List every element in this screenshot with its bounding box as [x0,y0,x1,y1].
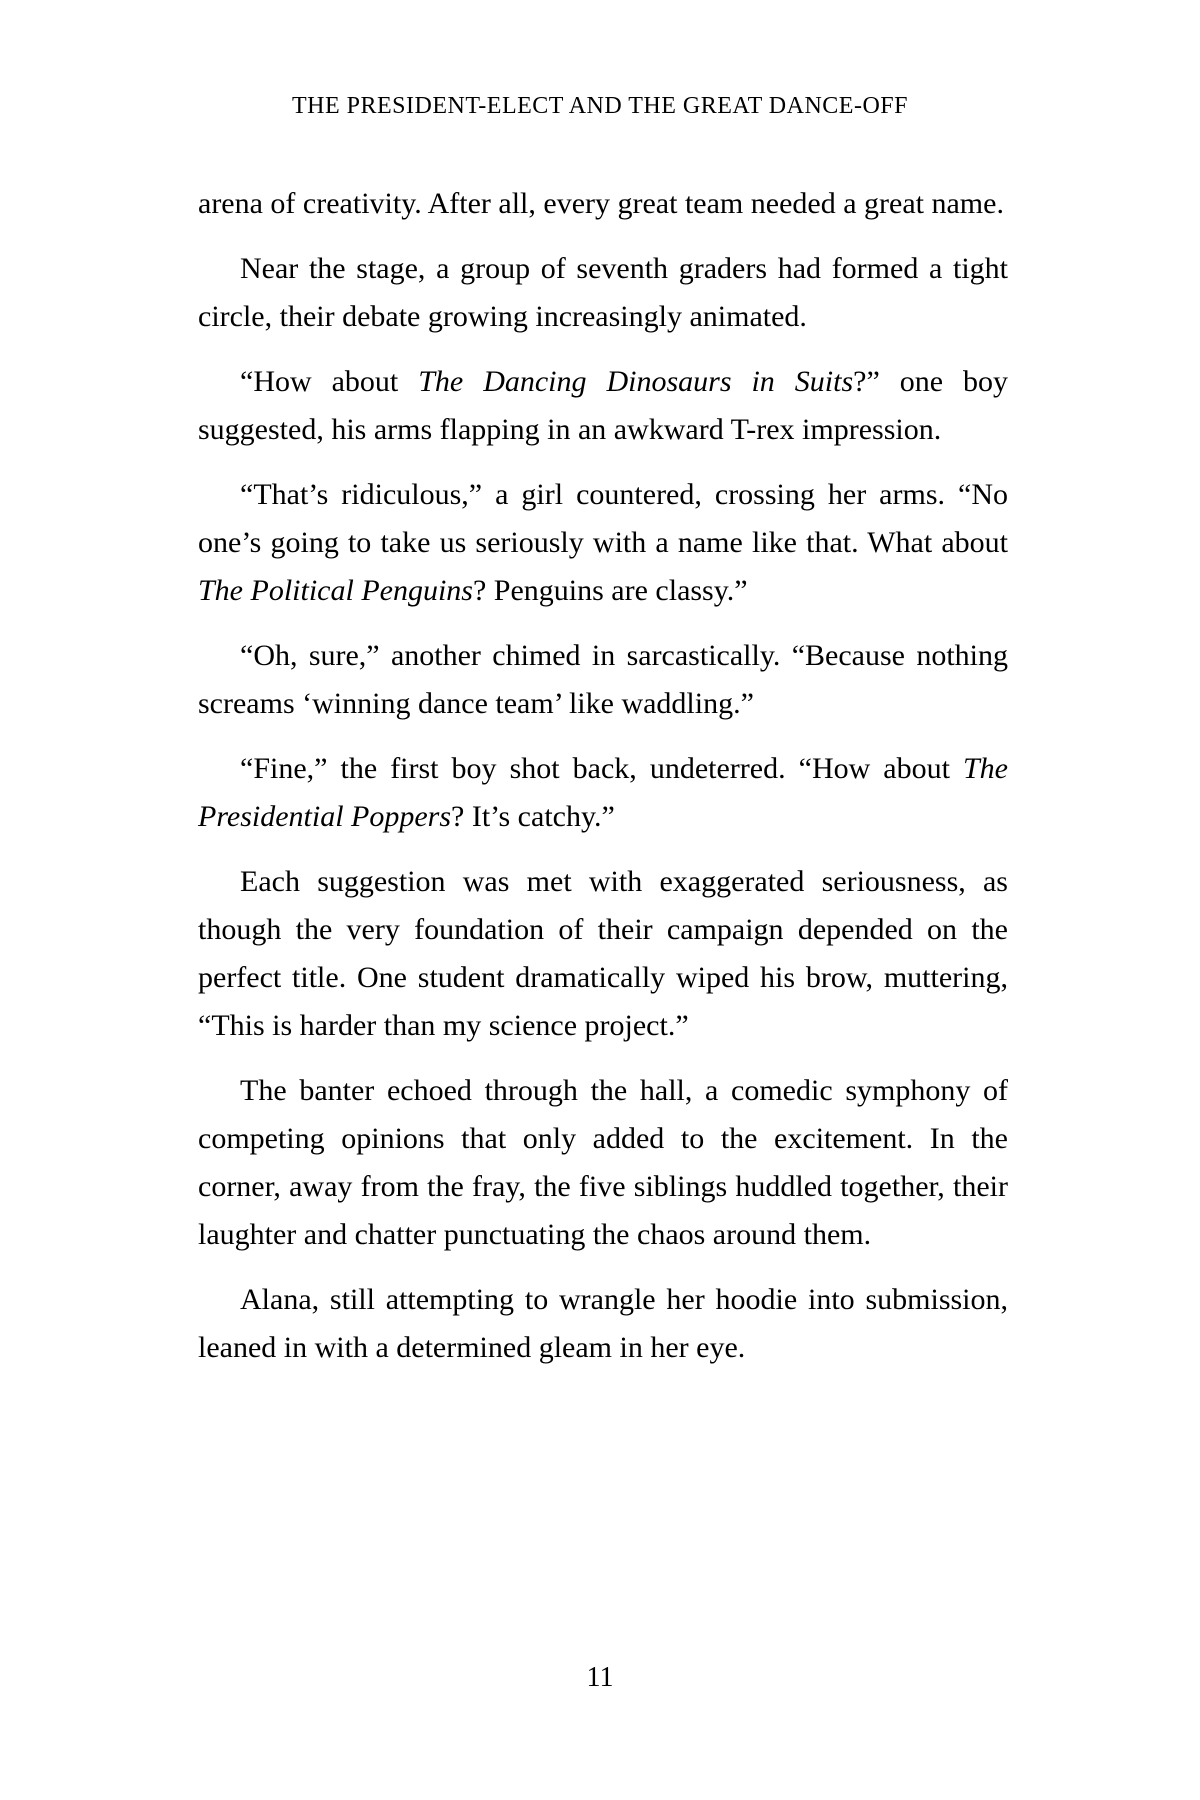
running-header: THE PRESIDENT-ELECT AND THE GREAT DANCE-OFF [292,93,908,119]
text-segment: “Oh, sure,” another chimed in sarcastically. “Because nothing screams ‘winning dance team’ like waddling.” [198,639,1008,720]
text-segment: The banter echoed through the hall, a comedic symphony of competing opinions that only added to the excitement. In the corner, away from the fray, the five siblings huddled together, their laughter and chatter punctuating the chaos around them. [198,1074,1008,1251]
paragraph [198,1067,1008,1259]
paragraph [198,245,1008,341]
paragraph [198,1276,1008,1372]
italic-text-segment: The Political Penguins [198,574,473,607]
paragraph [198,358,1008,454]
text-segment: Alana, still attempting to wrangle her hoodie into submission, leaned in with a determined gleam in her eye. [198,1283,1008,1364]
page-number: 11 [586,1662,614,1693]
paragraph [198,471,1008,615]
text-segment: Near the stage, a group of seventh graders had formed a tight circle, their debate growing increasingly animated. [198,252,1008,333]
text-segment: Each suggestion was met with exaggerated seriousness, as though the very foundation of their campaign depended on the perfect title. One student dramatically wiped his brow, muttering, “This is harder than my science project.” [198,865,1008,1042]
text-segment: “How about [240,365,419,398]
text-segment: ?” one boy suggested, his arms flapping in an awkward T-rex impression. [198,365,1009,446]
italic-text-segment: The Dancing Dinosaurs in Suits [418,365,854,398]
text-segment: ? It’s catchy.” [451,800,615,833]
text-segment: “That’s ridiculous,” a girl countered, crossing her arms. “No one’s going to take us seriously with a name like that. What about [198,478,1008,559]
text-segment: “Fine,” the first boy shot back, undeterred. “How about [240,752,963,785]
paragraph [198,858,1008,1050]
text-segment: ? Penguins are classy.” [472,574,748,607]
paragraph [198,180,1008,228]
paragraph [198,632,1008,728]
page-body-text [198,180,1008,1372]
italic-text-segment: The Presidential Poppers [198,752,1008,833]
text-segment: arena of creativity. After all, every great team needed a great name. [198,187,1004,220]
paragraph [198,745,1008,841]
